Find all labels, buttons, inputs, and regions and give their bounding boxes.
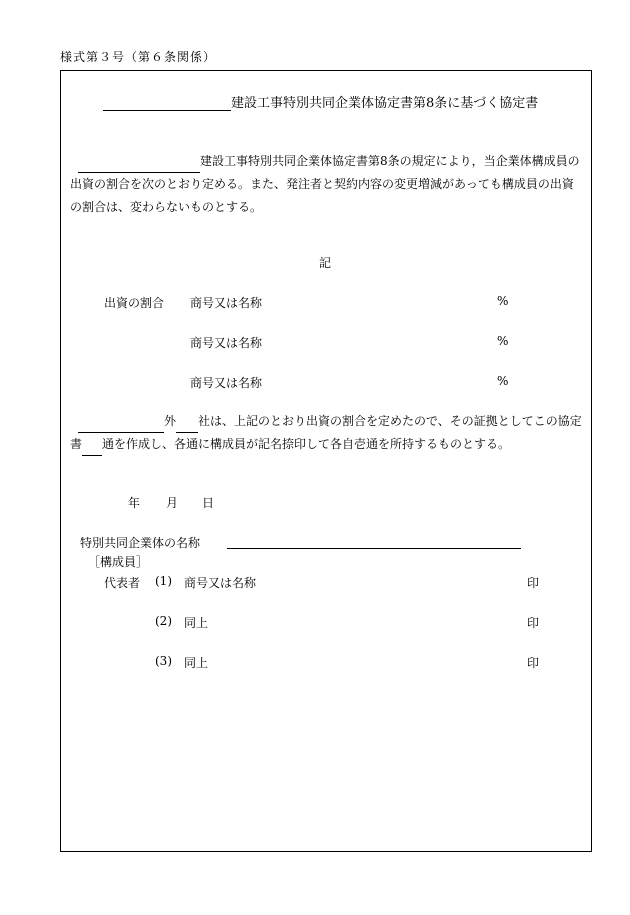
- closing-paragraph: [70, 410, 585, 456]
- closing-line-1: 外 社は、上記のとおり出資の割合を定めたので、その証拠としてこの協定: [70, 410, 585, 433]
- title-text: 建設工事特別共同企業体協定書第8条に基づく協定書: [231, 96, 539, 111]
- member-1-seal: 印: [527, 576, 540, 590]
- member-1-name: 商号又は名称: [184, 576, 257, 590]
- member-2-num: (2): [155, 614, 172, 628]
- closing-blank-company: [78, 418, 164, 433]
- date-day: 日: [202, 496, 215, 510]
- investment-row-3-unit: %: [497, 374, 509, 388]
- intro-paragraph: [70, 150, 585, 219]
- title-blank-line: [103, 96, 231, 111]
- intro-line-1: 建設工事特別共同企業体協定書第8条の規定により，当企業体構成員の: [70, 150, 585, 173]
- date-month: 月: [166, 496, 179, 510]
- member-1-role: 代表者: [104, 576, 141, 590]
- closing-blank-count: [176, 418, 198, 433]
- member-3-seal: 印: [527, 656, 540, 670]
- member-2-seal: 印: [527, 616, 540, 630]
- investment-label: 出資の割合: [104, 296, 165, 310]
- jv-name-label: 特別共同企業体の名称: [80, 536, 201, 550]
- investment-row-1-unit: %: [497, 294, 509, 308]
- member-3-num: (3): [155, 654, 172, 668]
- members-header: ［構成員］: [88, 555, 149, 569]
- member-1-num: (1): [155, 574, 172, 588]
- form-label: 様式第３号（第６条関係）: [60, 50, 217, 64]
- member-3-name: 同上: [184, 656, 209, 670]
- investment-row-2-unit: %: [497, 334, 509, 348]
- investment-row-1-name: 商号又は名称: [190, 296, 263, 310]
- intro-line-2: 出資の割合を次のとおり定める。また、発注者と契約内容の変更増減があっても構成員の出資: [70, 177, 574, 191]
- ki-heading: 記: [319, 256, 332, 270]
- member-2-name: 同上: [184, 616, 209, 630]
- closing-blank-copies: [82, 441, 102, 456]
- date-year: 年: [128, 496, 141, 510]
- document-title: [103, 92, 538, 111]
- investment-row-3-name: 商号又は名称: [190, 376, 263, 390]
- intro-blank-line: [78, 158, 200, 173]
- investment-row-2-name: 商号又は名称: [190, 336, 263, 350]
- jv-name-line: [227, 534, 521, 549]
- closing-line-2: 書 通を作成し、各通に構成員が記名捺印して各自壱通を所持するものとする。: [70, 433, 585, 456]
- intro-line-3: の割合は、変わらないものとする。: [70, 200, 263, 214]
